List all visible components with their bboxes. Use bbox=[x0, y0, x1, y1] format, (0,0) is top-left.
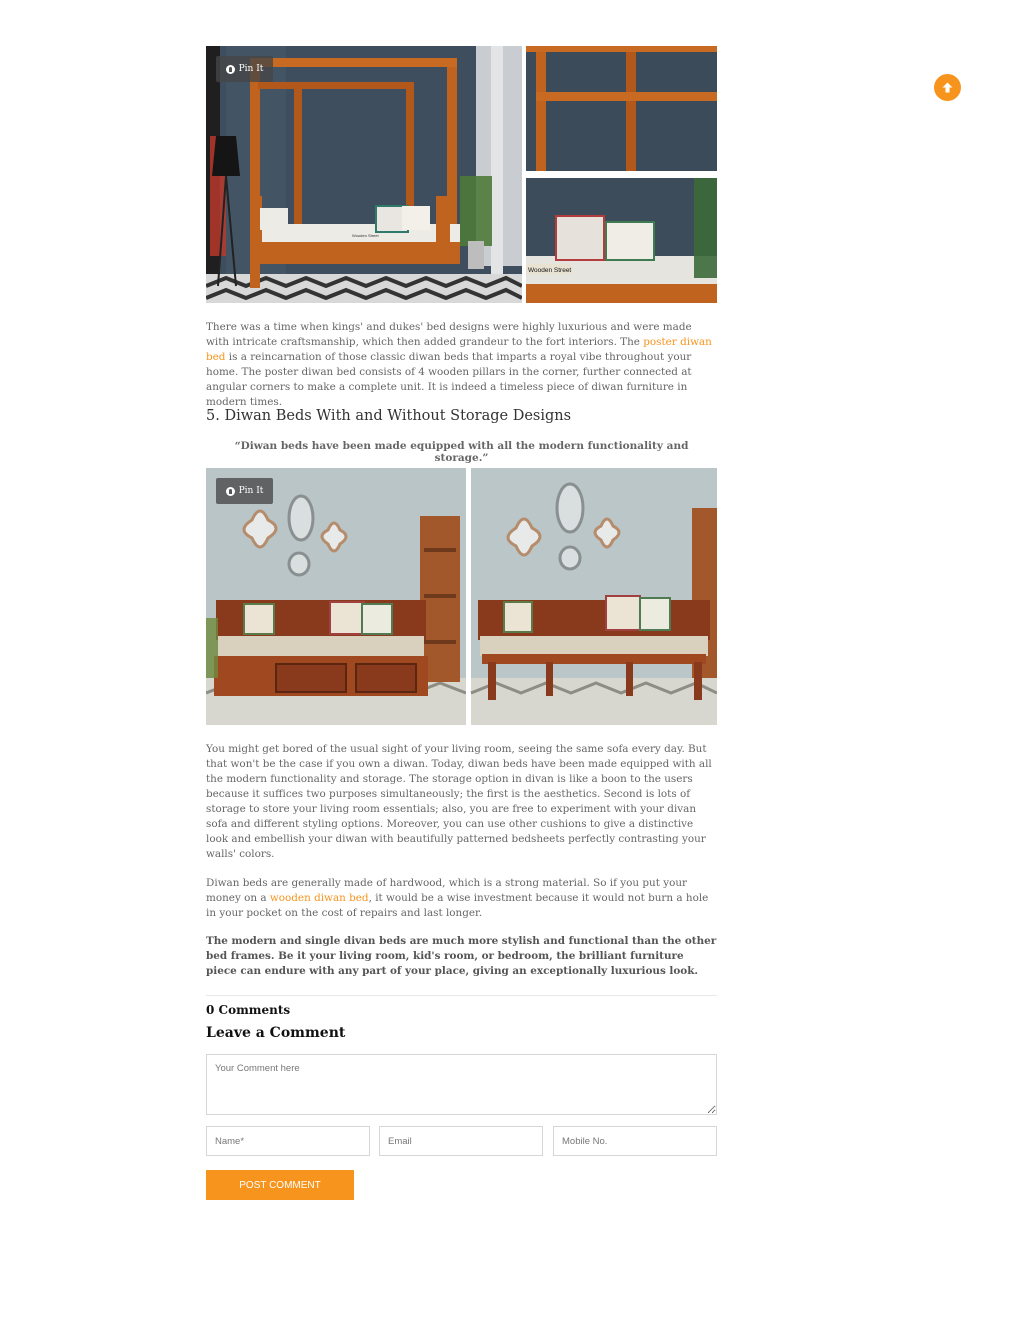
arrow-up-icon bbox=[941, 81, 954, 94]
poster-bed-cushion-image bbox=[526, 178, 717, 303]
pinterest-icon bbox=[226, 65, 235, 74]
post-comment-button[interactable]: POST COMMENT bbox=[206, 1170, 354, 1200]
watermark-side: Wooden Street bbox=[528, 267, 572, 274]
pin-it-label: Pin It bbox=[238, 64, 264, 74]
storage-bed-photos bbox=[206, 468, 717, 725]
comments-count: 0 Comments bbox=[206, 1003, 291, 1017]
poster-bed-gallery bbox=[206, 46, 717, 303]
diwan-without-storage-image bbox=[471, 468, 717, 725]
poster-bed-detail-image bbox=[526, 46, 717, 171]
scroll-to-top-button[interactable] bbox=[934, 74, 961, 101]
para3-text-start: Diwan beds are generally made of hardwood, which is a strong material. So if you put your money on a bbox=[206, 877, 688, 904]
comment-textarea[interactable] bbox=[206, 1054, 717, 1115]
pin-it-label: Pin It bbox=[238, 486, 264, 496]
storage-paragraph: You might get bored of the usual sight of your living room, seeing the same sofa every day. But that won't be the case if you own a diwan. Today, diwan beds have been made equipped with all the modern functionality and storage. The storage option in divan is like a boon to the users because it suffices two purposes simultaneously; the first is the aesthetics. Second is lots of storage to store your living room essentials; also, you are free to experiment with your divan sofa and different styling options. Moreover, you can use other cushions to give a distinctive look and embellish your diwan with beautifully patterned bedsheets perfectly contrasting your walls' colors. bbox=[206, 743, 712, 860]
storage-bed-gallery bbox=[206, 468, 717, 725]
poster-bed-main-image bbox=[206, 46, 522, 303]
email-input[interactable] bbox=[379, 1126, 543, 1156]
pull-quote: “Diwan beds have been made equipped with all the modern functionality and storage.” bbox=[234, 440, 689, 464]
poster-bed-photos bbox=[206, 46, 717, 303]
name-input[interactable] bbox=[206, 1126, 370, 1156]
section-heading: 5. Diwan Beds With and Without Storage Designs bbox=[206, 408, 572, 424]
mobile-input[interactable] bbox=[553, 1126, 717, 1156]
pin-it-button[interactable] bbox=[216, 56, 273, 82]
para1-text-start: There was a time when kings' and dukes' bed designs were highly luxurious and were made with intricate craftsmanship, which then added grandeur to the fort interiors. The bbox=[206, 321, 692, 348]
poster-diwan-bed-link[interactable]: poster diwan bed bbox=[206, 336, 712, 363]
pin-it-button-2[interactable] bbox=[216, 478, 273, 504]
conclusion-paragraph: The modern and single divan beds are much more stylish and functional than the other bed frames. Be it your living room, kid's room, or bedroom, the brilliant furniture piece can endure with any part of your place, giving an exceptionally luxurious look. bbox=[206, 935, 717, 977]
comments-divider bbox=[206, 995, 717, 996]
wooden-diwan-bed-link[interactable]: wooden diwan bed bbox=[269, 892, 369, 904]
poster-bed-paragraph bbox=[206, 320, 717, 410]
para1-text-end: is a reincarnation of those classic diwan beds that imparts a royal vibe throughout your home. The poster diwan bed consists of 4 wooden pillars in the corner, further connected at angular corners to make a complete unit. It is indeed a timeless piece of diwan furniture in modern times. bbox=[206, 351, 692, 408]
storage-diwan-image bbox=[206, 468, 466, 725]
watermark-main: Wooden Street bbox=[352, 233, 379, 238]
pinterest-icon bbox=[226, 487, 235, 496]
para3-text-end: , it would be a wise investment because it would not burn a hole in your pocket on the cost of repairs and last longer. bbox=[206, 892, 709, 919]
leave-comment-title: Leave a Comment bbox=[206, 1025, 346, 1041]
hardwood-paragraph bbox=[206, 876, 717, 921]
